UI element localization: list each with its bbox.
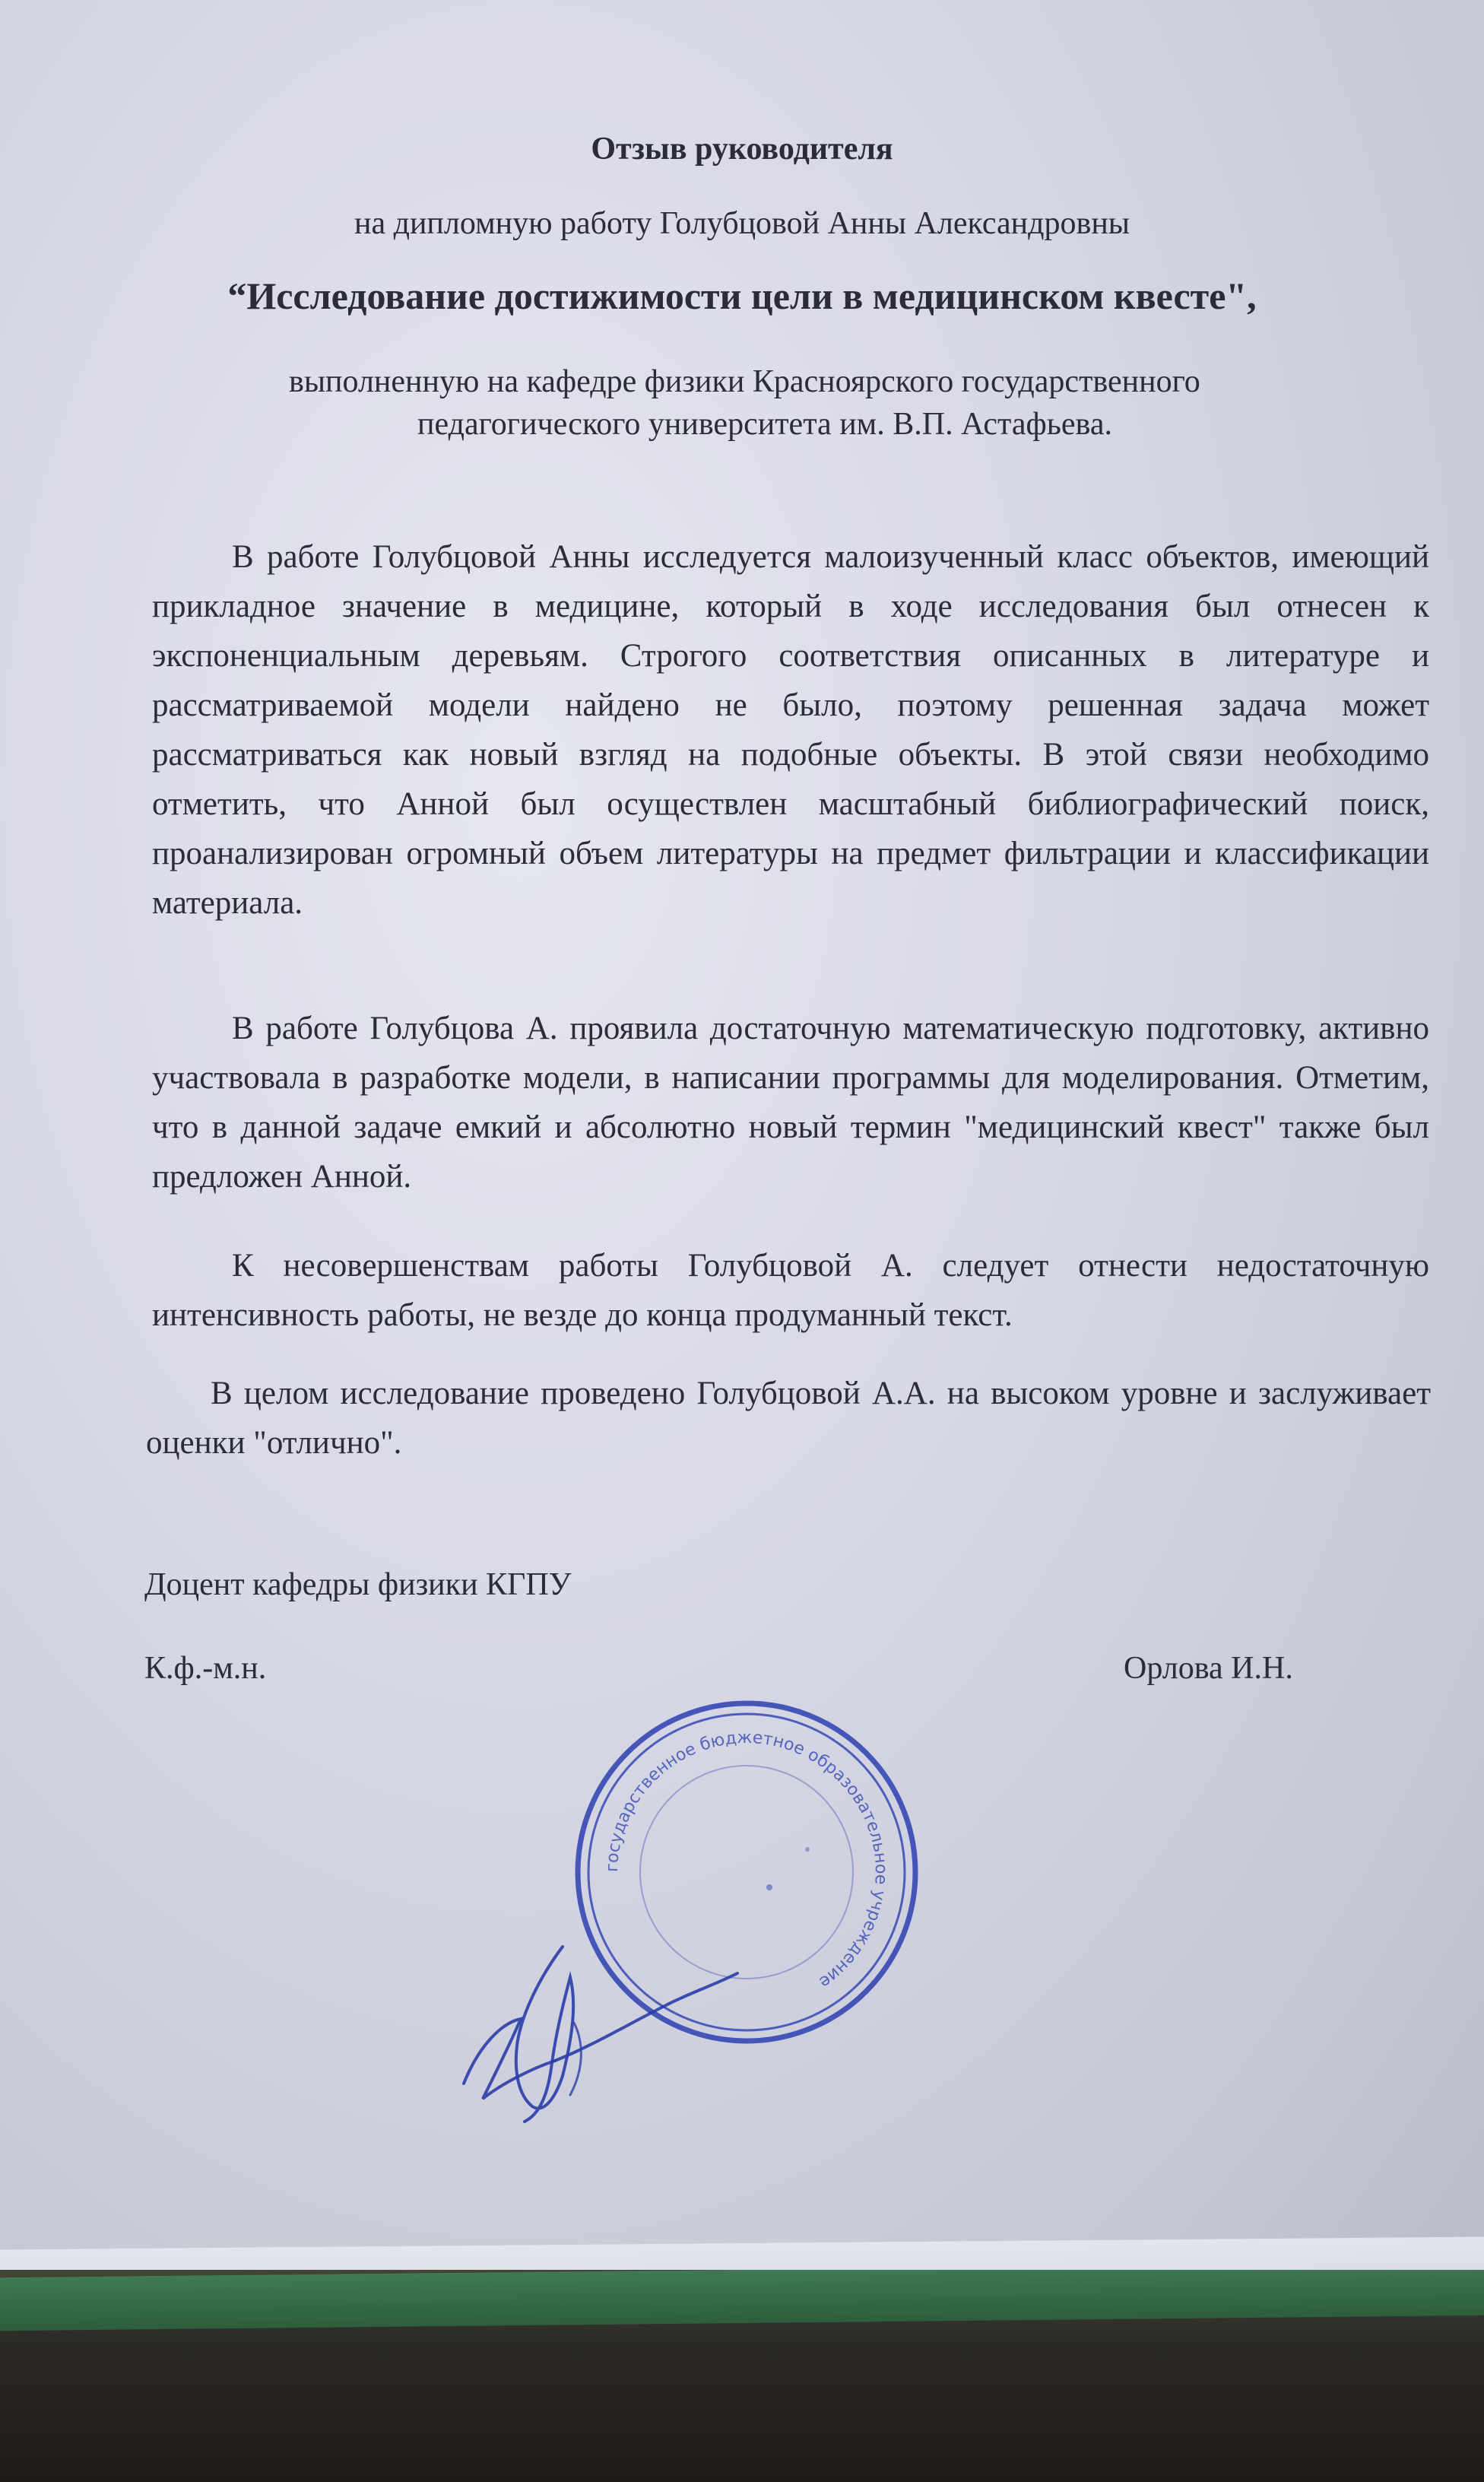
work-title: “Исследование достижимости цели в медицинском квесте", bbox=[227, 275, 1257, 317]
document-heading: Отзыв руководителя bbox=[591, 132, 893, 167]
department-line-2: педагогического университета им. В.П. Астафьева. bbox=[417, 407, 1112, 442]
stamp-ring-text: государственное бюджетное образовательное учреждение bbox=[602, 1728, 891, 1992]
signatory-degree: К.ф.-м.н. bbox=[144, 1651, 267, 1686]
document-subheading: на дипломную работу Голубцовой Анны Александровны bbox=[354, 206, 1130, 241]
paragraph-2: В работе Голубцова А. проявила достаточную математическую подготовку, активно участвовала в разработке модели, в написании программы для моделирования. Отметим, что в данной задаче емкий и абсолютно новый термин "медицинский квест" также был предложен Анной. bbox=[152, 1011, 1429, 1195]
signatory-name: Орлова И.Н. bbox=[1124, 1651, 1293, 1686]
handwritten-signature bbox=[449, 1931, 753, 2129]
signatory-role: Доцент кафедры физики КГПУ bbox=[144, 1567, 572, 1602]
paragraph-4: В целом исследование проведено Голубцовой А.А. на высоком уровне и заслуживает оценки "отлично". bbox=[146, 1376, 1431, 1461]
department-line-1: выполненную на кафедре физики Красноярского государственного bbox=[289, 364, 1200, 399]
paragraph-3: К несовершенствам работы Голубцовой А. следует отнести недостаточную интенсивность работы, не везде до конца продуманный текст. bbox=[152, 1248, 1429, 1333]
paragraph-1: В работе Голубцовой Анны исследуется малоизученный класс объектов, имеющий прикладное значение в медицине, который в ходе исследования был отнесен к экспоненциальным деревьям. Строгого соответствия описанных в литературе и рассматриваемой модели найдено не было, поэтому решенная задача может рассматриваться как новый взгляд на подобные объекты. В этой связи необходимо отметить, что Анной был осуществлен масштабный библиографический поиск, проанализирован огромный объем литературы на предмет фильтрации и классификации материала. bbox=[152, 539, 1429, 921]
plastic-sleeve-reflection bbox=[0, 2236, 1484, 2270]
